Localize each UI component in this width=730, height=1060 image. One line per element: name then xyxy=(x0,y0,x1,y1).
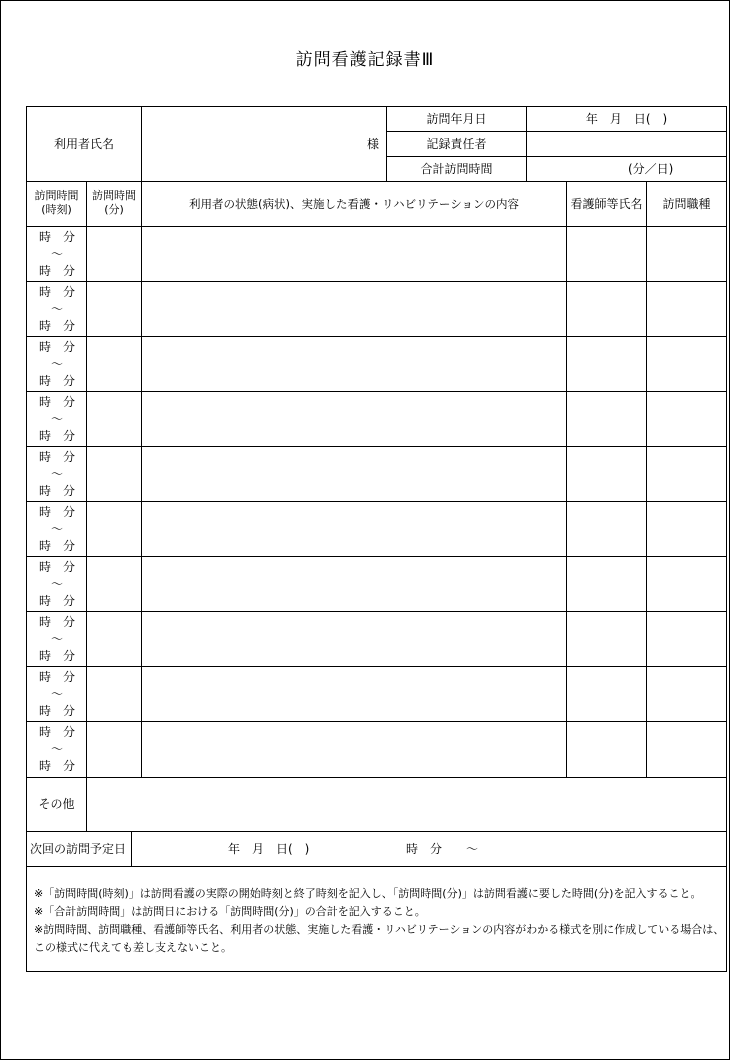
time-tilde: ～ xyxy=(50,357,63,371)
visit-time-cell[interactable] xyxy=(27,394,87,445)
visit-time-cell[interactable] xyxy=(27,559,87,610)
time-end: 時 分 xyxy=(38,594,75,608)
job-type-field[interactable] xyxy=(647,227,726,280)
nurse-name-field[interactable] xyxy=(567,667,646,720)
content-field[interactable] xyxy=(142,282,566,335)
nurse-name-field[interactable] xyxy=(567,502,646,555)
content-field[interactable] xyxy=(142,722,566,775)
time-tilde: ～ xyxy=(50,467,63,481)
time-start: 時 分 xyxy=(38,560,75,574)
time-start: 時 分 xyxy=(38,450,75,464)
time-start: 時 分 xyxy=(38,340,75,354)
time-tilde: ～ xyxy=(50,522,63,536)
time-start: 時 分 xyxy=(38,505,75,519)
time-end: 時 分 xyxy=(38,429,75,443)
note-2: ※「合計訪問時間」は訪問日における「訪問時間(分)」の合計を記入すること。 xyxy=(34,905,426,918)
content-field[interactable] xyxy=(142,557,566,610)
visit-time-cell[interactable] xyxy=(27,339,87,390)
time-end: 時 分 xyxy=(38,759,75,773)
time-tilde: ～ xyxy=(50,247,63,261)
nurse-name-field[interactable] xyxy=(567,557,646,610)
time-tilde: ～ xyxy=(50,687,63,701)
time-start: 時 分 xyxy=(38,670,75,684)
job-type-field[interactable] xyxy=(647,337,726,390)
job-type-field[interactable] xyxy=(647,722,726,775)
notes xyxy=(34,885,724,957)
minutes-field[interactable] xyxy=(87,667,141,720)
visit-time-cell[interactable] xyxy=(27,724,87,775)
minutes-field[interactable] xyxy=(87,337,141,390)
content-field[interactable] xyxy=(142,447,566,500)
visit-date-label: 訪問年月日 xyxy=(426,112,487,126)
col-content: 利用者の状態(病状)、実施した看護・リハビリテーションの内容 xyxy=(189,197,519,211)
job-type-field[interactable] xyxy=(647,667,726,720)
content-field[interactable] xyxy=(142,337,566,390)
time-start: 時 分 xyxy=(38,725,75,739)
next-visit-label: 次回の訪問予定日 xyxy=(30,842,127,856)
honorific-label: 様 xyxy=(367,137,380,151)
col-nurse-name: 看護師等氏名 xyxy=(570,197,643,211)
time-end: 時 分 xyxy=(38,704,75,718)
job-type-field[interactable] xyxy=(647,392,726,445)
time-tilde: ～ xyxy=(50,577,63,591)
minutes-field[interactable] xyxy=(87,722,141,775)
time-start: 時 分 xyxy=(38,395,75,409)
nurse-name-field[interactable] xyxy=(567,447,646,500)
time-end: 時 分 xyxy=(38,264,75,278)
content-field[interactable] xyxy=(142,667,566,720)
total-time-label: 合計訪問時間 xyxy=(420,162,493,176)
other-field[interactable] xyxy=(87,778,726,831)
job-type-field[interactable] xyxy=(647,282,726,335)
nurse-name-field[interactable] xyxy=(567,392,646,445)
job-type-field[interactable] xyxy=(647,557,726,610)
visit-time-cell[interactable] xyxy=(27,504,87,555)
minutes-field[interactable] xyxy=(87,557,141,610)
visit-time-cell[interactable] xyxy=(27,614,87,665)
minutes-field[interactable] xyxy=(87,392,141,445)
col-visit-time-clock: 訪問時間 (時刻) xyxy=(34,189,79,216)
job-type-field[interactable] xyxy=(647,502,726,555)
nurse-name-field[interactable] xyxy=(567,337,646,390)
minutes-field[interactable] xyxy=(87,282,141,335)
time-start: 時 分 xyxy=(38,230,75,244)
col-job-type: 訪問職種 xyxy=(662,197,711,211)
note-1: ※「訪問時間(時刻)」は訪問看護の実際の開始時刻と終了時刻を記入し、「訪問時間(分)」は訪問看護に要した時間(分)を記入すること。 xyxy=(34,887,702,900)
recorder-label: 記録責任者 xyxy=(426,137,487,151)
form-title: 訪問看護記録書Ⅲ xyxy=(295,50,435,70)
time-end: 時 分 xyxy=(38,539,75,553)
minutes-field[interactable] xyxy=(87,447,141,500)
nurse-name-field[interactable] xyxy=(567,282,646,335)
col-visit-time-minutes: 訪問時間 (分) xyxy=(92,189,136,216)
user-name-label: 利用者氏名 xyxy=(53,137,114,151)
content-field[interactable] xyxy=(142,612,566,665)
time-tilde: ～ xyxy=(50,412,63,426)
job-type-field[interactable] xyxy=(647,447,726,500)
user-name-field[interactable] xyxy=(142,107,386,181)
note-3: ※訪問時間、訪問職種、看護師等氏名、利用者の状態、実施した看護・リハビリテーションの内容がわかる様式を別に作成している場合は、 xyxy=(34,923,725,936)
visit-time-cell[interactable] xyxy=(27,229,87,280)
minutes-field[interactable] xyxy=(87,502,141,555)
time-start: 時 分 xyxy=(38,615,75,629)
visit-time-cell[interactable] xyxy=(27,669,87,720)
content-field[interactable] xyxy=(142,227,566,280)
recorder-field[interactable] xyxy=(527,132,726,156)
time-tilde: ～ xyxy=(50,632,63,646)
note-4: この様式に代えても差し支えないこと。 xyxy=(34,941,232,954)
time-end: 時 分 xyxy=(38,319,75,333)
next-visit-date[interactable]: 年 月 日( ) xyxy=(228,842,310,856)
other-label: その他 xyxy=(38,797,75,811)
visit-time-cell[interactable] xyxy=(27,284,87,335)
minutes-field[interactable] xyxy=(87,612,141,665)
job-type-field[interactable] xyxy=(647,612,726,665)
nurse-name-field[interactable] xyxy=(567,612,646,665)
minutes-field[interactable] xyxy=(87,227,141,280)
visit-time-cell[interactable] xyxy=(27,449,87,500)
time-end: 時 分 xyxy=(38,649,75,663)
nurse-name-field[interactable] xyxy=(567,722,646,775)
nurse-name-field[interactable] xyxy=(567,227,646,280)
time-tilde: ～ xyxy=(50,302,63,316)
total-time-field[interactable]: (分／日) xyxy=(628,162,674,176)
time-end: 時 分 xyxy=(38,484,75,498)
time-start: 時 分 xyxy=(38,285,75,299)
content-field[interactable] xyxy=(142,392,566,445)
time-tilde: ～ xyxy=(50,742,63,756)
visit-date-field[interactable]: 年 月 日( ) xyxy=(585,112,668,126)
time-end: 時 分 xyxy=(38,374,75,388)
content-field[interactable] xyxy=(142,502,566,555)
next-visit-time[interactable]: 時 分 ～ xyxy=(406,842,479,856)
